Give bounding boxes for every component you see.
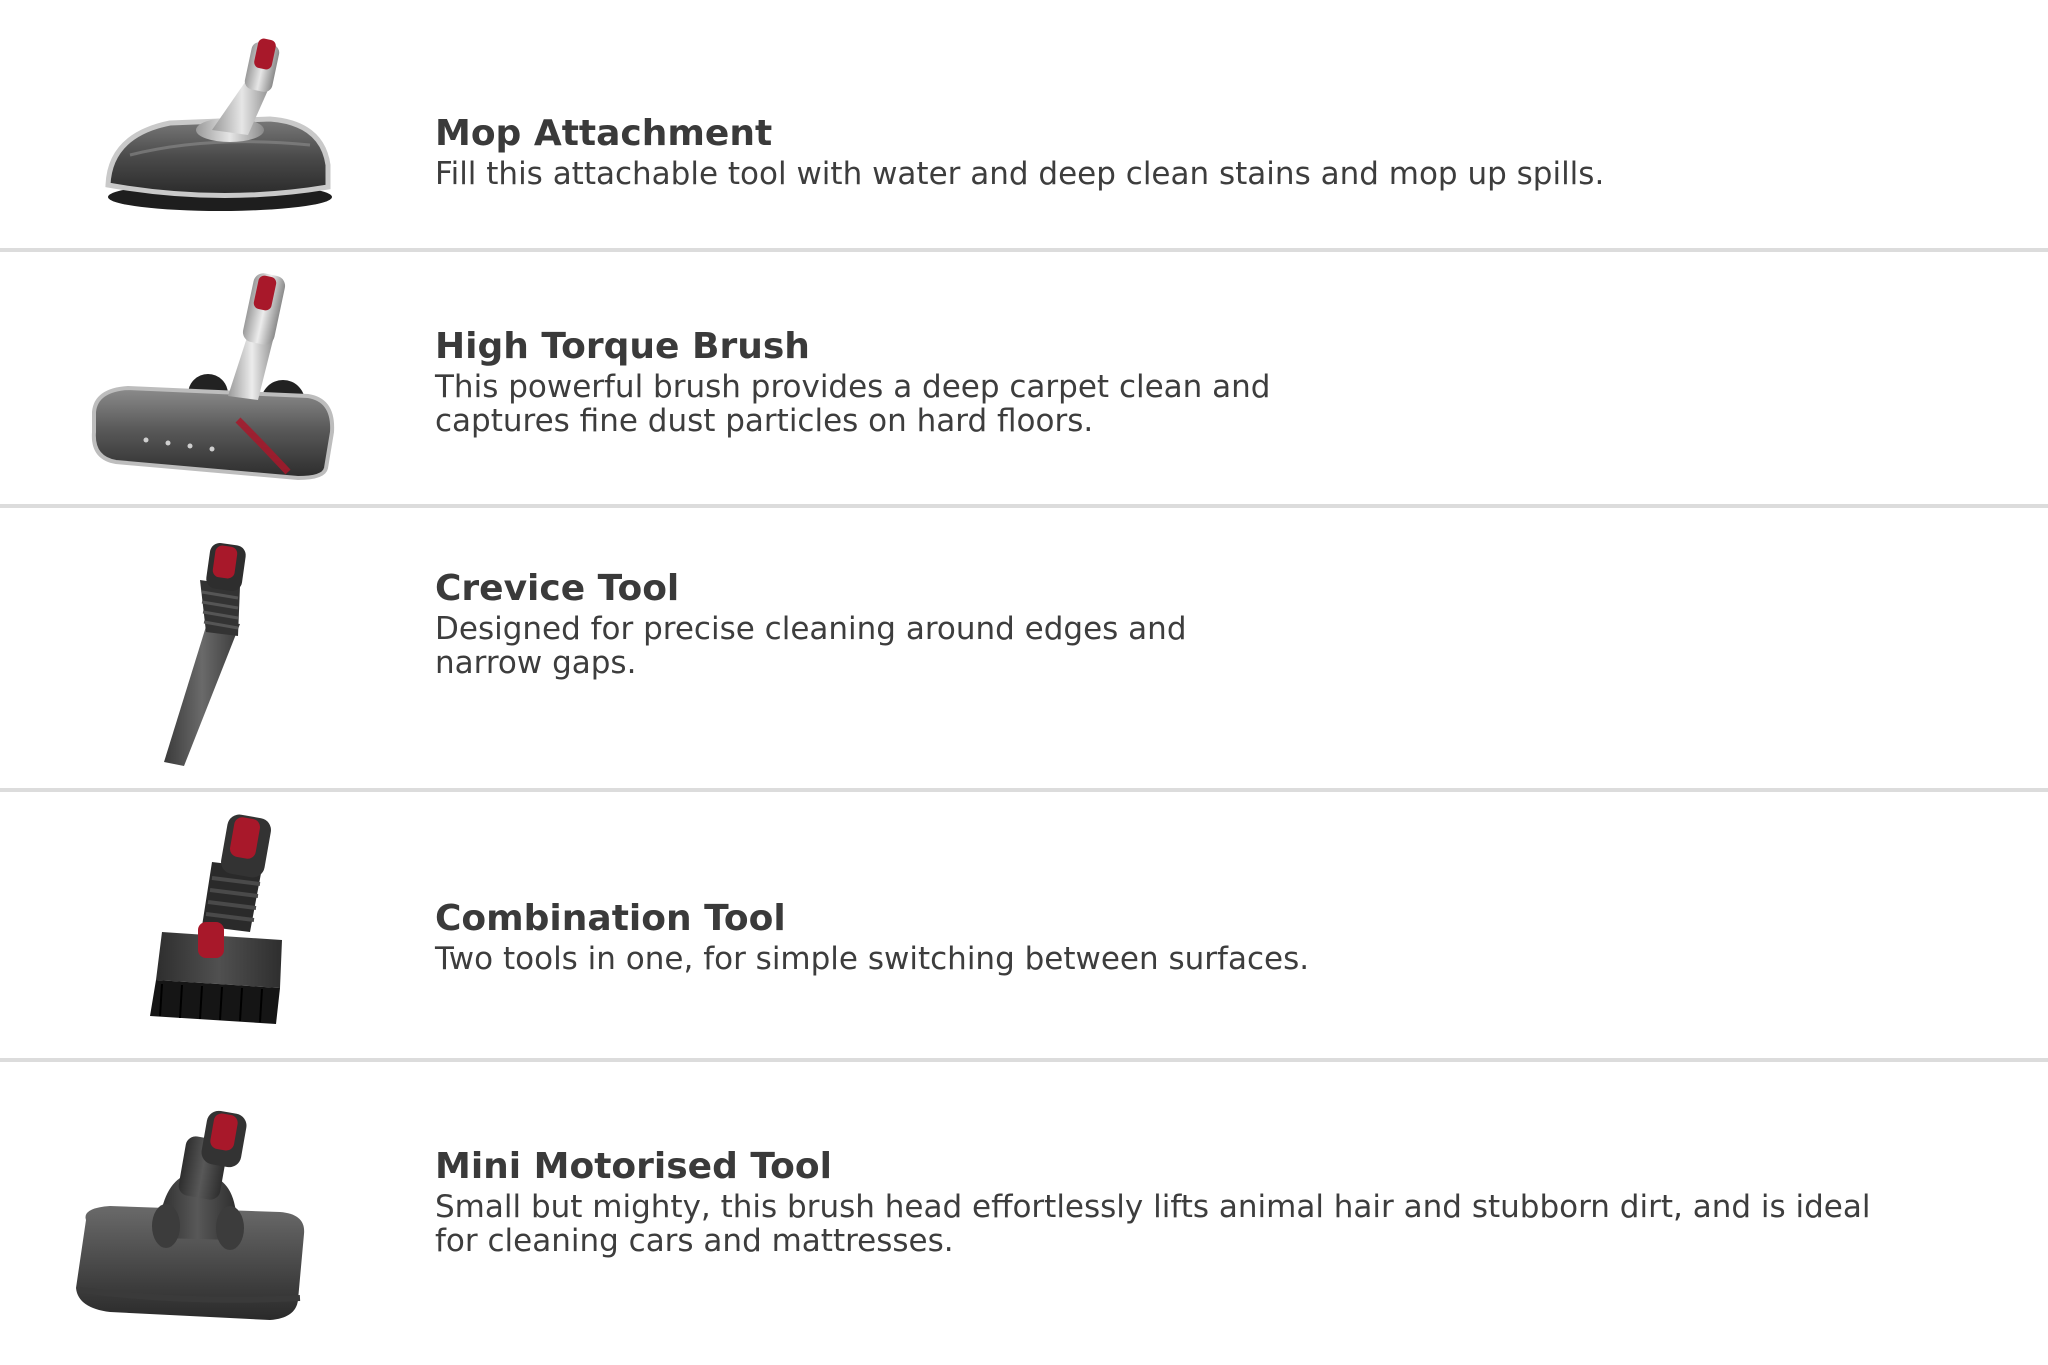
mini-motorised-tool-icon bbox=[70, 1108, 320, 1338]
accessory-text bbox=[435, 568, 1187, 680]
accessory-title: Crevice Tool bbox=[435, 568, 680, 609]
accessory-text bbox=[435, 898, 1309, 976]
accessory-text bbox=[435, 113, 1604, 191]
accessory-description: This powerful brush provides a deep carpet clean and captures fine dust particles on hard floors. bbox=[435, 369, 1271, 439]
accessory-text bbox=[435, 1146, 1870, 1258]
combination-tool-icon bbox=[132, 812, 312, 1042]
accessory-row-mop bbox=[0, 0, 2048, 250]
crevice-tool-icon bbox=[150, 540, 290, 770]
accessory-row-mini-motorised bbox=[0, 1062, 2048, 1365]
mop-attachment-icon bbox=[100, 35, 340, 225]
accessory-title: Mini Motorised Tool bbox=[435, 1146, 832, 1187]
accessory-title: High Torque Brush bbox=[435, 326, 810, 367]
accessory-row-combination bbox=[0, 792, 2048, 1060]
accessory-row-crevice bbox=[0, 508, 2048, 790]
accessory-title: Mop Attachment bbox=[435, 113, 773, 154]
accessory-description: Two tools in one, for simple switching between surfaces. bbox=[435, 941, 1310, 977]
accessory-row-high-torque bbox=[0, 252, 2048, 506]
accessory-text bbox=[435, 326, 1271, 438]
accessory-title: Combination Tool bbox=[435, 898, 786, 939]
accessory-description: Fill this attachable tool with water and deep clean stains and mop up spills. bbox=[435, 156, 1605, 192]
accessory-description: Designed for precise cleaning around edges and narrow gaps. bbox=[435, 611, 1187, 681]
high-torque-brush-icon bbox=[88, 272, 338, 492]
accessory-description: Small but mighty, this brush head effortlessly lifts animal hair and stubborn dirt, and is ideal for cleaning cars and mattresses. bbox=[435, 1189, 1871, 1259]
